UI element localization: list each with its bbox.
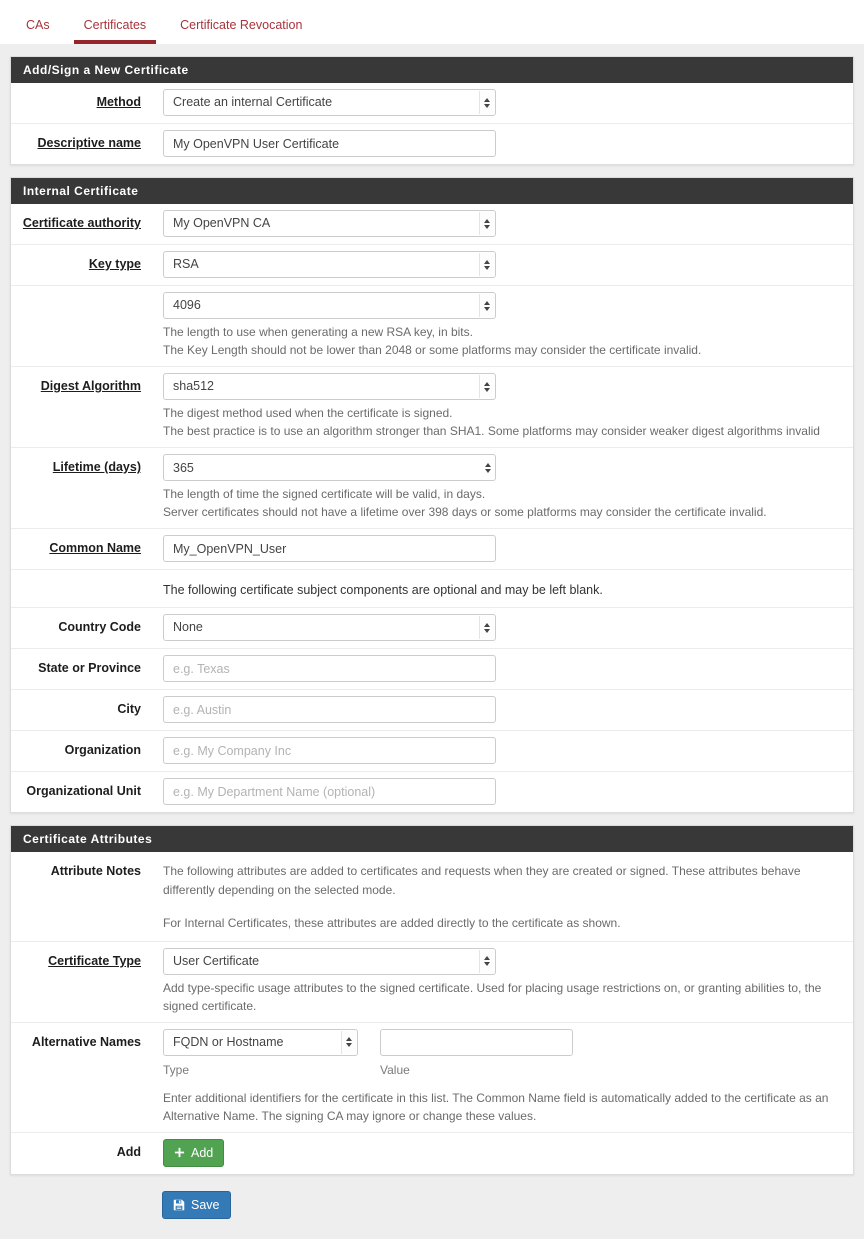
row-certificate-authority xyxy=(11,204,853,245)
certificate-authority-label: Certificate authority xyxy=(22,216,141,230)
subject-note-label xyxy=(11,576,163,600)
tab-certificates[interactable]: Certificates xyxy=(74,8,157,44)
row-subject-note xyxy=(11,570,853,608)
save-button[interactable] xyxy=(162,1191,231,1219)
row-descriptive-name xyxy=(11,124,853,164)
row-country-code xyxy=(11,608,853,649)
alternative-name-value-input[interactable] xyxy=(380,1029,573,1056)
organization-label: Organization xyxy=(64,743,141,757)
save-area xyxy=(0,1187,864,1239)
chevron-down-icon xyxy=(341,1031,356,1054)
row-city xyxy=(11,690,853,731)
subject-note-text: The following certificate subject components are optional and may be left blank. xyxy=(163,583,603,597)
attribute-notes-para1: The following attributes are added to certificates and requests when they are created or signed. These attributes behave differently depending on the selected mode. xyxy=(163,864,801,898)
method-select[interactable] xyxy=(163,89,496,116)
number-spinner-icon[interactable] xyxy=(480,455,495,480)
panel-title-certificate-attributes: Certificate Attributes xyxy=(11,826,853,852)
chevron-down-icon xyxy=(479,212,494,235)
row-method xyxy=(11,83,853,124)
row-digest-algorithm xyxy=(11,367,853,448)
row-organization xyxy=(11,731,853,772)
panel-title-internal-certificate: Internal Certificate xyxy=(11,178,853,204)
descriptive-name-input[interactable] xyxy=(163,130,496,157)
digest-algorithm-help: The digest method used when the certificate is signed. The best practice is to use an algorithm stronger than SHA1. Some platforms may consider weaker digest algorithms invalid xyxy=(163,406,820,438)
method-select-value: Create an internal Certificate xyxy=(173,95,333,109)
state-input[interactable] xyxy=(163,655,496,682)
row-alternative-names xyxy=(11,1023,853,1133)
row-attribute-notes xyxy=(11,852,853,942)
chevron-down-icon xyxy=(479,253,494,276)
row-add xyxy=(11,1133,853,1174)
state-label: State or Province xyxy=(38,661,141,675)
plus-icon xyxy=(174,1147,185,1158)
alternative-name-type-select[interactable] xyxy=(163,1029,358,1056)
country-code-label: Country Code xyxy=(58,620,141,634)
key-length-select-value: 4096 xyxy=(173,298,201,312)
key-length-help: The length to use when generating a new RSA key, in bits. The Key Length should not be lower than 2048 or some platforms may consider the certificate invalid. xyxy=(163,325,702,357)
chevron-down-icon xyxy=(479,616,494,639)
key-type-select[interactable] xyxy=(163,251,496,278)
add-button[interactable] xyxy=(163,1139,224,1167)
add-button-label: Add xyxy=(191,1145,214,1160)
chevron-down-icon xyxy=(479,375,494,398)
lifetime-input[interactable] xyxy=(163,454,496,481)
method-label: Method xyxy=(96,95,141,109)
country-code-select[interactable] xyxy=(163,614,496,641)
key-length-select[interactable] xyxy=(163,292,496,319)
certificate-authority-select[interactable] xyxy=(163,210,496,237)
organization-input[interactable] xyxy=(163,737,496,764)
tab-bar xyxy=(0,0,864,44)
row-lifetime xyxy=(11,448,853,529)
row-certificate-type xyxy=(11,942,853,1023)
alternative-name-type-sublabel: Type xyxy=(163,1062,190,1077)
row-key-length xyxy=(11,286,853,367)
lifetime-help: The length of time the signed certificate will be valid, in days. Server certificates should not have a lifetime over 398 days or some platforms may consider the certificate invalid. xyxy=(163,487,767,519)
organizational-unit-label: Organizational Unit xyxy=(26,784,141,798)
certificate-type-help: Add type-specific usage attributes to the signed certificate. Used for placing usage restrictions on, or granting abilities to, the signed certificate. xyxy=(163,980,822,1013)
descriptive-name-label: Descriptive name xyxy=(37,136,141,150)
alternative-names-help: Enter additional identifiers for the certificate in this list. The Common Name field is automatically added to the certificate as an Alternative Name. The signing CA may ignore or change these values. xyxy=(163,1090,829,1123)
lifetime-label: Lifetime (days) xyxy=(52,460,141,474)
common-name-input[interactable] xyxy=(163,535,496,562)
alternative-names-label: Alternative Names xyxy=(31,1034,141,1049)
panel-certificate-attributes xyxy=(10,825,854,1175)
save-icon xyxy=(173,1199,185,1211)
digest-algorithm-label: Digest Algorithm xyxy=(40,379,141,393)
digest-algorithm-select-value: sha512 xyxy=(173,379,215,393)
city-label: City xyxy=(117,702,141,716)
country-code-select-value: None xyxy=(173,620,203,634)
panel-title-add-sign: Add/Sign a New Certificate xyxy=(11,57,853,83)
key-type-select-value: RSA xyxy=(173,257,199,271)
key-type-label: Key type xyxy=(88,257,141,271)
common-name-label: Common Name xyxy=(49,541,141,555)
organizational-unit-input[interactable] xyxy=(163,778,496,805)
chevron-down-icon xyxy=(479,91,494,114)
alternative-name-value-sublabel: Value xyxy=(380,1062,410,1077)
key-length-label xyxy=(11,292,163,359)
certificate-type-label: Certificate Type xyxy=(48,953,141,968)
city-input[interactable] xyxy=(163,696,496,723)
attribute-notes-para2: For Internal Certificates, these attributes are added directly to the certificate as shown. xyxy=(163,916,621,931)
row-key-type xyxy=(11,245,853,286)
panel-internal-certificate xyxy=(10,177,854,813)
alternative-name-type-select-value: FQDN or Hostname xyxy=(173,1034,284,1049)
tab-cas[interactable]: CAs xyxy=(26,18,50,32)
attribute-notes-label: Attribute Notes xyxy=(50,864,141,878)
chevron-down-icon xyxy=(479,294,494,317)
row-state xyxy=(11,649,853,690)
certificate-authority-select-value: My OpenVPN CA xyxy=(173,216,271,230)
tab-certificate-revocation[interactable]: Certificate Revocation xyxy=(180,18,303,32)
row-organizational-unit xyxy=(11,772,853,812)
certificate-type-select[interactable] xyxy=(163,948,496,975)
row-common-name xyxy=(11,529,853,570)
digest-algorithm-select[interactable] xyxy=(163,373,496,400)
panel-add-sign xyxy=(10,56,854,165)
chevron-down-icon xyxy=(479,950,494,973)
certificate-type-select-value: User Certificate xyxy=(173,953,260,968)
add-label: Add xyxy=(116,1144,141,1159)
save-button-label: Save xyxy=(191,1197,220,1212)
